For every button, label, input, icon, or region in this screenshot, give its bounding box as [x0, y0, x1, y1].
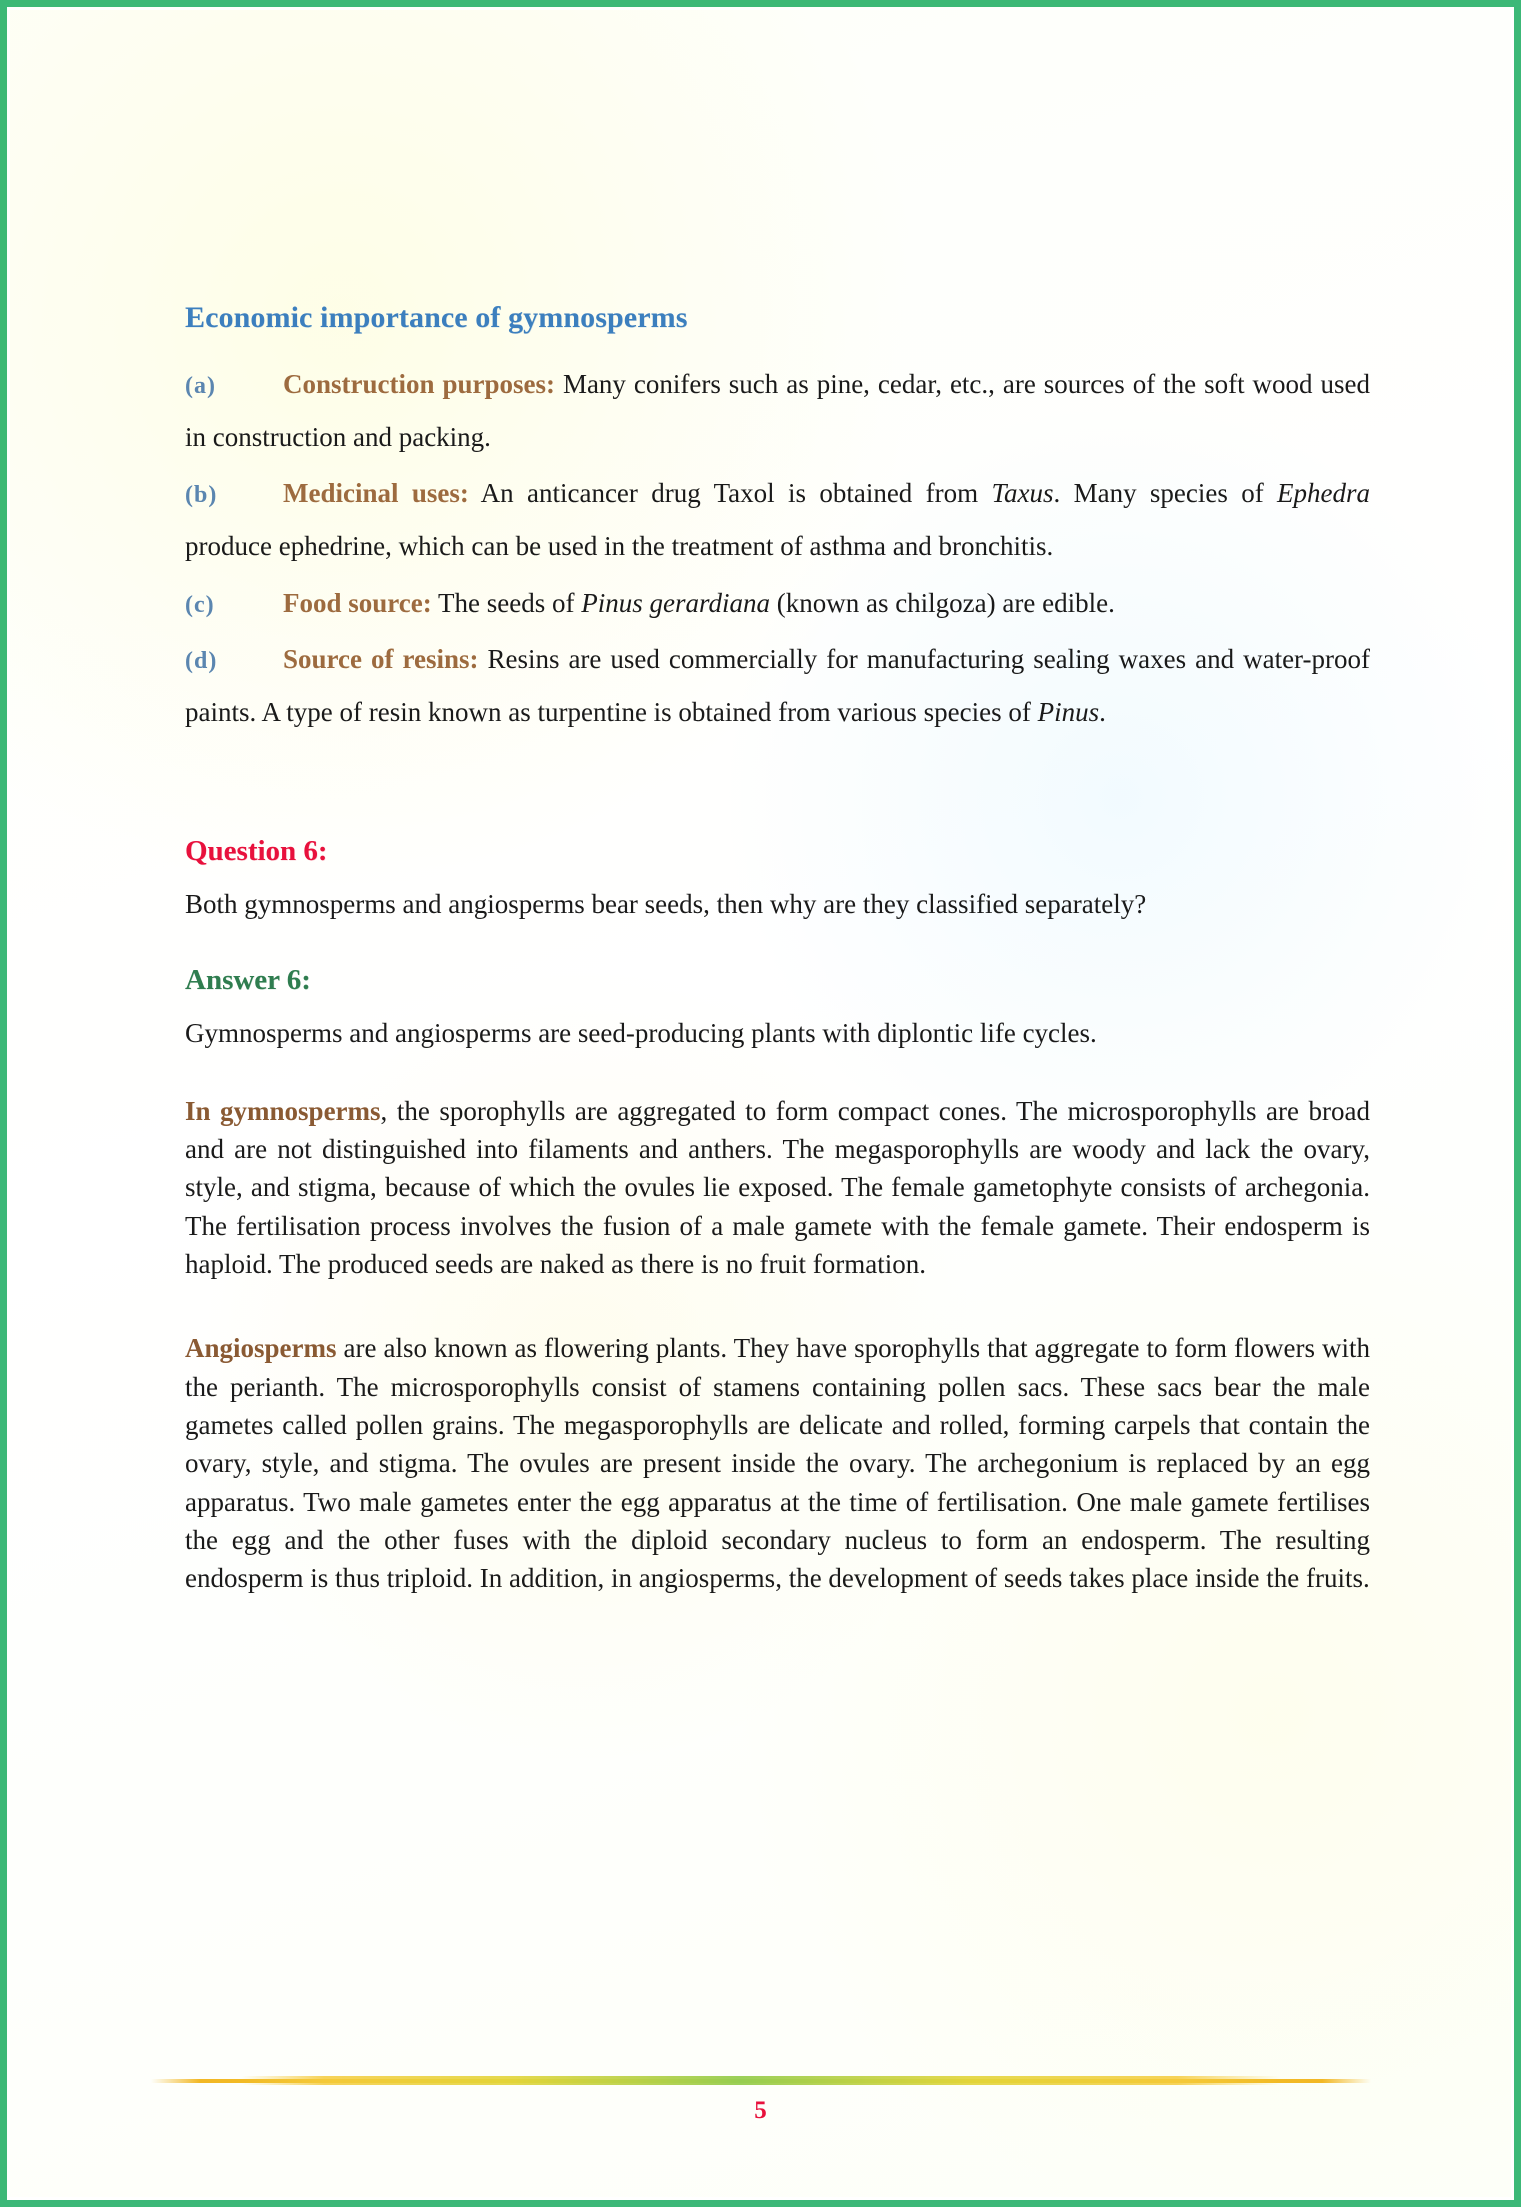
section-spacer	[185, 742, 1370, 834]
taxon-ephedra: Ephedra	[1277, 478, 1371, 509]
list-marker-a: (a)	[185, 373, 216, 399]
answer-intro: Gymnosperms and angiosperms are seed-producing plants with diplontic life cycles.	[185, 1017, 1097, 1048]
question-text: Both gymnosperms and angiosperms bear seeds, then why are they classified separately?	[185, 889, 1147, 920]
taxon-pinus: Pinus	[1037, 696, 1100, 727]
term-angiosperms: Angiosperms	[185, 1333, 337, 1364]
list-term-b: Medicinal uses:	[283, 478, 469, 509]
page-frame-inner	[7, 7, 1514, 2200]
paragraph-gymnosperms-text: , the sporophylls are aggregated to form compact cones. The microsporophylls are broad and are not distinguished into filaments and anthers. The megasporophylls are woody and lack the ovary, style, and stigma, because of which the ovules lie exposed. The female gametophyte consists of archegonia. The fertilisation process involves the fusion of a male gamete with the female gamete. Their endosperm is haploid. The produced seeds are naked as there is no fruit formation.	[185, 1095, 1370, 1279]
list-text-a: Many conifers such as pine, cedar, etc., are sources of the soft wood used in construction and packing.	[185, 369, 1370, 452]
paragraph-angiosperms	[185, 1329, 1370, 1597]
taxon-pinus-gerardiana: Pinus gerardiana	[581, 587, 770, 618]
paragraph-angiosperms-text: are also known as flowering plants. They have sporophylls that aggregate to form flowers with the perianth. The microsporophylls consist of stamens containing pollen sacs. These sacs bear the male gametes called pollen grains. The megasporophylls are delicate and rolled, forming carpels that contain the ovary, style, and stigma. The ovules are present inside the ovary. The archegonium is replaced by an egg apparatus. Two male gametes enter the egg apparatus at the time of fertilisation. One male gamete fertilises the egg and the other fuses with the diploid secondary nucleus to form an endosperm. The resulting endosperm is thus triploid. In addition, in angiosperms, the development of seeds takes place inside the fruits.	[185, 1333, 1370, 1594]
list-text-c-1: The seeds of	[431, 587, 582, 618]
list-term-d: Source of resins:	[283, 644, 479, 675]
list-marker-d: (d)	[185, 648, 218, 675]
list-text-b-2: . Many species of	[1053, 478, 1278, 509]
list-marker-b: (b)	[185, 482, 218, 509]
footer-divider	[151, 2074, 1371, 2088]
list-text-d-1: Resins are used commercially for manufacturing sealing waxes and water-proof paints. A type of resin known as turpentine is obtained from various species of	[185, 644, 1370, 727]
list-text-c-2: (known as chilgoza) are edible.	[769, 587, 1115, 618]
document-content	[185, 300, 1370, 1607]
list-item	[185, 358, 1370, 463]
list-marker-c: (c)	[185, 591, 215, 618]
list-text-b-1: An anticancer drug Taxol is obtained from	[468, 478, 992, 509]
list-item	[185, 577, 1370, 630]
question-label: Question 6:	[185, 835, 328, 868]
list-term-a: Construction purposes:	[283, 369, 555, 399]
taxon-taxus: Taxus	[991, 478, 1054, 509]
list-item	[185, 467, 1370, 572]
answer-label: Answer 6:	[185, 964, 311, 997]
list-term-c: Food source:	[283, 587, 432, 618]
list-item	[185, 633, 1370, 738]
list-text-d-2: .	[1099, 696, 1106, 727]
page-footer	[10, 2074, 1511, 2123]
paragraph-spacer	[185, 1293, 1370, 1329]
term-in-gymnosperms: In gymnosperms	[185, 1095, 381, 1126]
footer-divider-highlight	[241, 2076, 1281, 2085]
paragraph-spacer	[185, 1070, 1370, 1092]
page-number: 5	[754, 2097, 767, 2124]
list-text-b-3: produce ephedrine, which can be used in the treatment of asthma and bronchitis.	[185, 530, 1054, 561]
section-heading: Economic importance of gymnosperms	[185, 301, 688, 334]
qa-spacer	[185, 941, 1370, 963]
paragraph-gymnosperms	[185, 1092, 1370, 1284]
